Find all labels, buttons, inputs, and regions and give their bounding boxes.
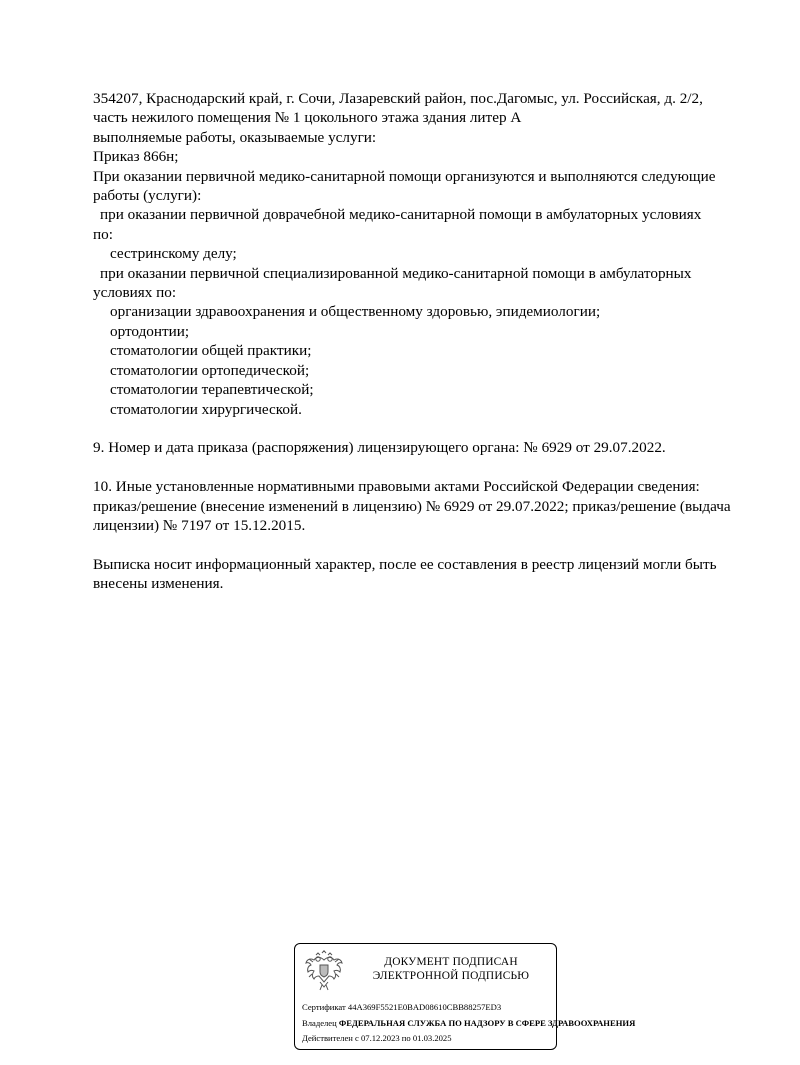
service-item: стоматологии ортопедической;	[110, 361, 310, 379]
services-intro-2: работы (услуги):	[93, 187, 202, 205]
prehospital-care-line-2: по:	[93, 225, 113, 243]
section-10-line-1: 10. Иные установленные нормативными правовыми актами Российской Федерации сведения:	[93, 478, 700, 496]
section-10-line-2: приказ/решение (внесение изменений в лицензию) № 6929 от 29.07.2022; приказ/решение (выдача	[93, 497, 731, 515]
section-9: 9. Номер и дата приказа (распоряжения) лицензирующего органа: № 6929 от 29.07.2022.	[93, 439, 666, 457]
owner-label: Владелец	[302, 1017, 337, 1028]
document-body	[93, 89, 773, 594]
electronic-signature-stamp	[294, 943, 636, 1050]
coat-of-arms-icon	[303, 950, 345, 994]
service-item: стоматологии терапевтической;	[110, 381, 314, 399]
service-item: сестринскому делу;	[110, 245, 237, 263]
service-item: организации здравоохранения и общественному здоровью, эпидемиологии;	[110, 303, 601, 321]
certificate-label: Сертификат	[302, 1002, 346, 1012]
owner-value: ФЕДЕРАЛЬНАЯ СЛУЖБА ПО НАДЗОРУ В СФЕРЕ ЗДРАВООХРАНЕНИЯ	[338, 1017, 636, 1028]
order-reference: Приказ 866н;	[93, 148, 179, 166]
works-heading: выполняемые работы, оказываемые услуги:	[93, 128, 377, 146]
stamp-title	[351, 955, 551, 983]
stamp-title-line-2: ЭЛЕКТРОННОЙ ПОДПИСЬЮ	[372, 970, 530, 982]
prehospital-care-line-1: при оказании первичной доврачебной медико-санитарной помощи в амбулаторных условиях	[100, 206, 702, 224]
specialized-care-line-1: при оказании первичной специализированной медико-санитарной помощи в амбулаторных	[100, 264, 692, 282]
disclaimer-line-2: внесены изменения.	[93, 575, 224, 593]
certificate-row	[302, 1000, 562, 1016]
service-item: стоматологии общей практики;	[110, 342, 312, 360]
specialized-care-line-2: условиях по:	[93, 284, 177, 302]
address-line-2: часть нежилого помещения № 1 цокольного этажа здания литер А	[93, 109, 522, 127]
disclaimer-line-1: Выписка носит информационный характер, после ее составления в реестр лицензий могли быть	[93, 555, 717, 573]
validity-row: Действителен с 07.12.2023 по 01.03.2025	[302, 1033, 452, 1043]
section-10-line-3: лицензии) № 7197 от 15.12.2015.	[93, 516, 306, 534]
stamp-details	[302, 1000, 636, 1047]
service-item: ортодонтии;	[110, 322, 190, 340]
owner-row	[302, 1016, 636, 1032]
address-line-1: 354207, Краснодарский край, г. Сочи, Лазаревский район, пос.Дагомыс, ул. Российская, д. 2/2,	[93, 90, 703, 107]
certificate-value: 44A369F5521E0BAD08610CBB88257ED3	[347, 1002, 502, 1012]
stamp-title-line-1: ДОКУМЕНТ ПОДПИСАН	[384, 956, 518, 968]
services-intro-1: При оказании первичной медико-санитарной помощи организуются и выполняются следующие	[93, 167, 716, 185]
service-item: стоматологии хирургической.	[110, 400, 302, 418]
